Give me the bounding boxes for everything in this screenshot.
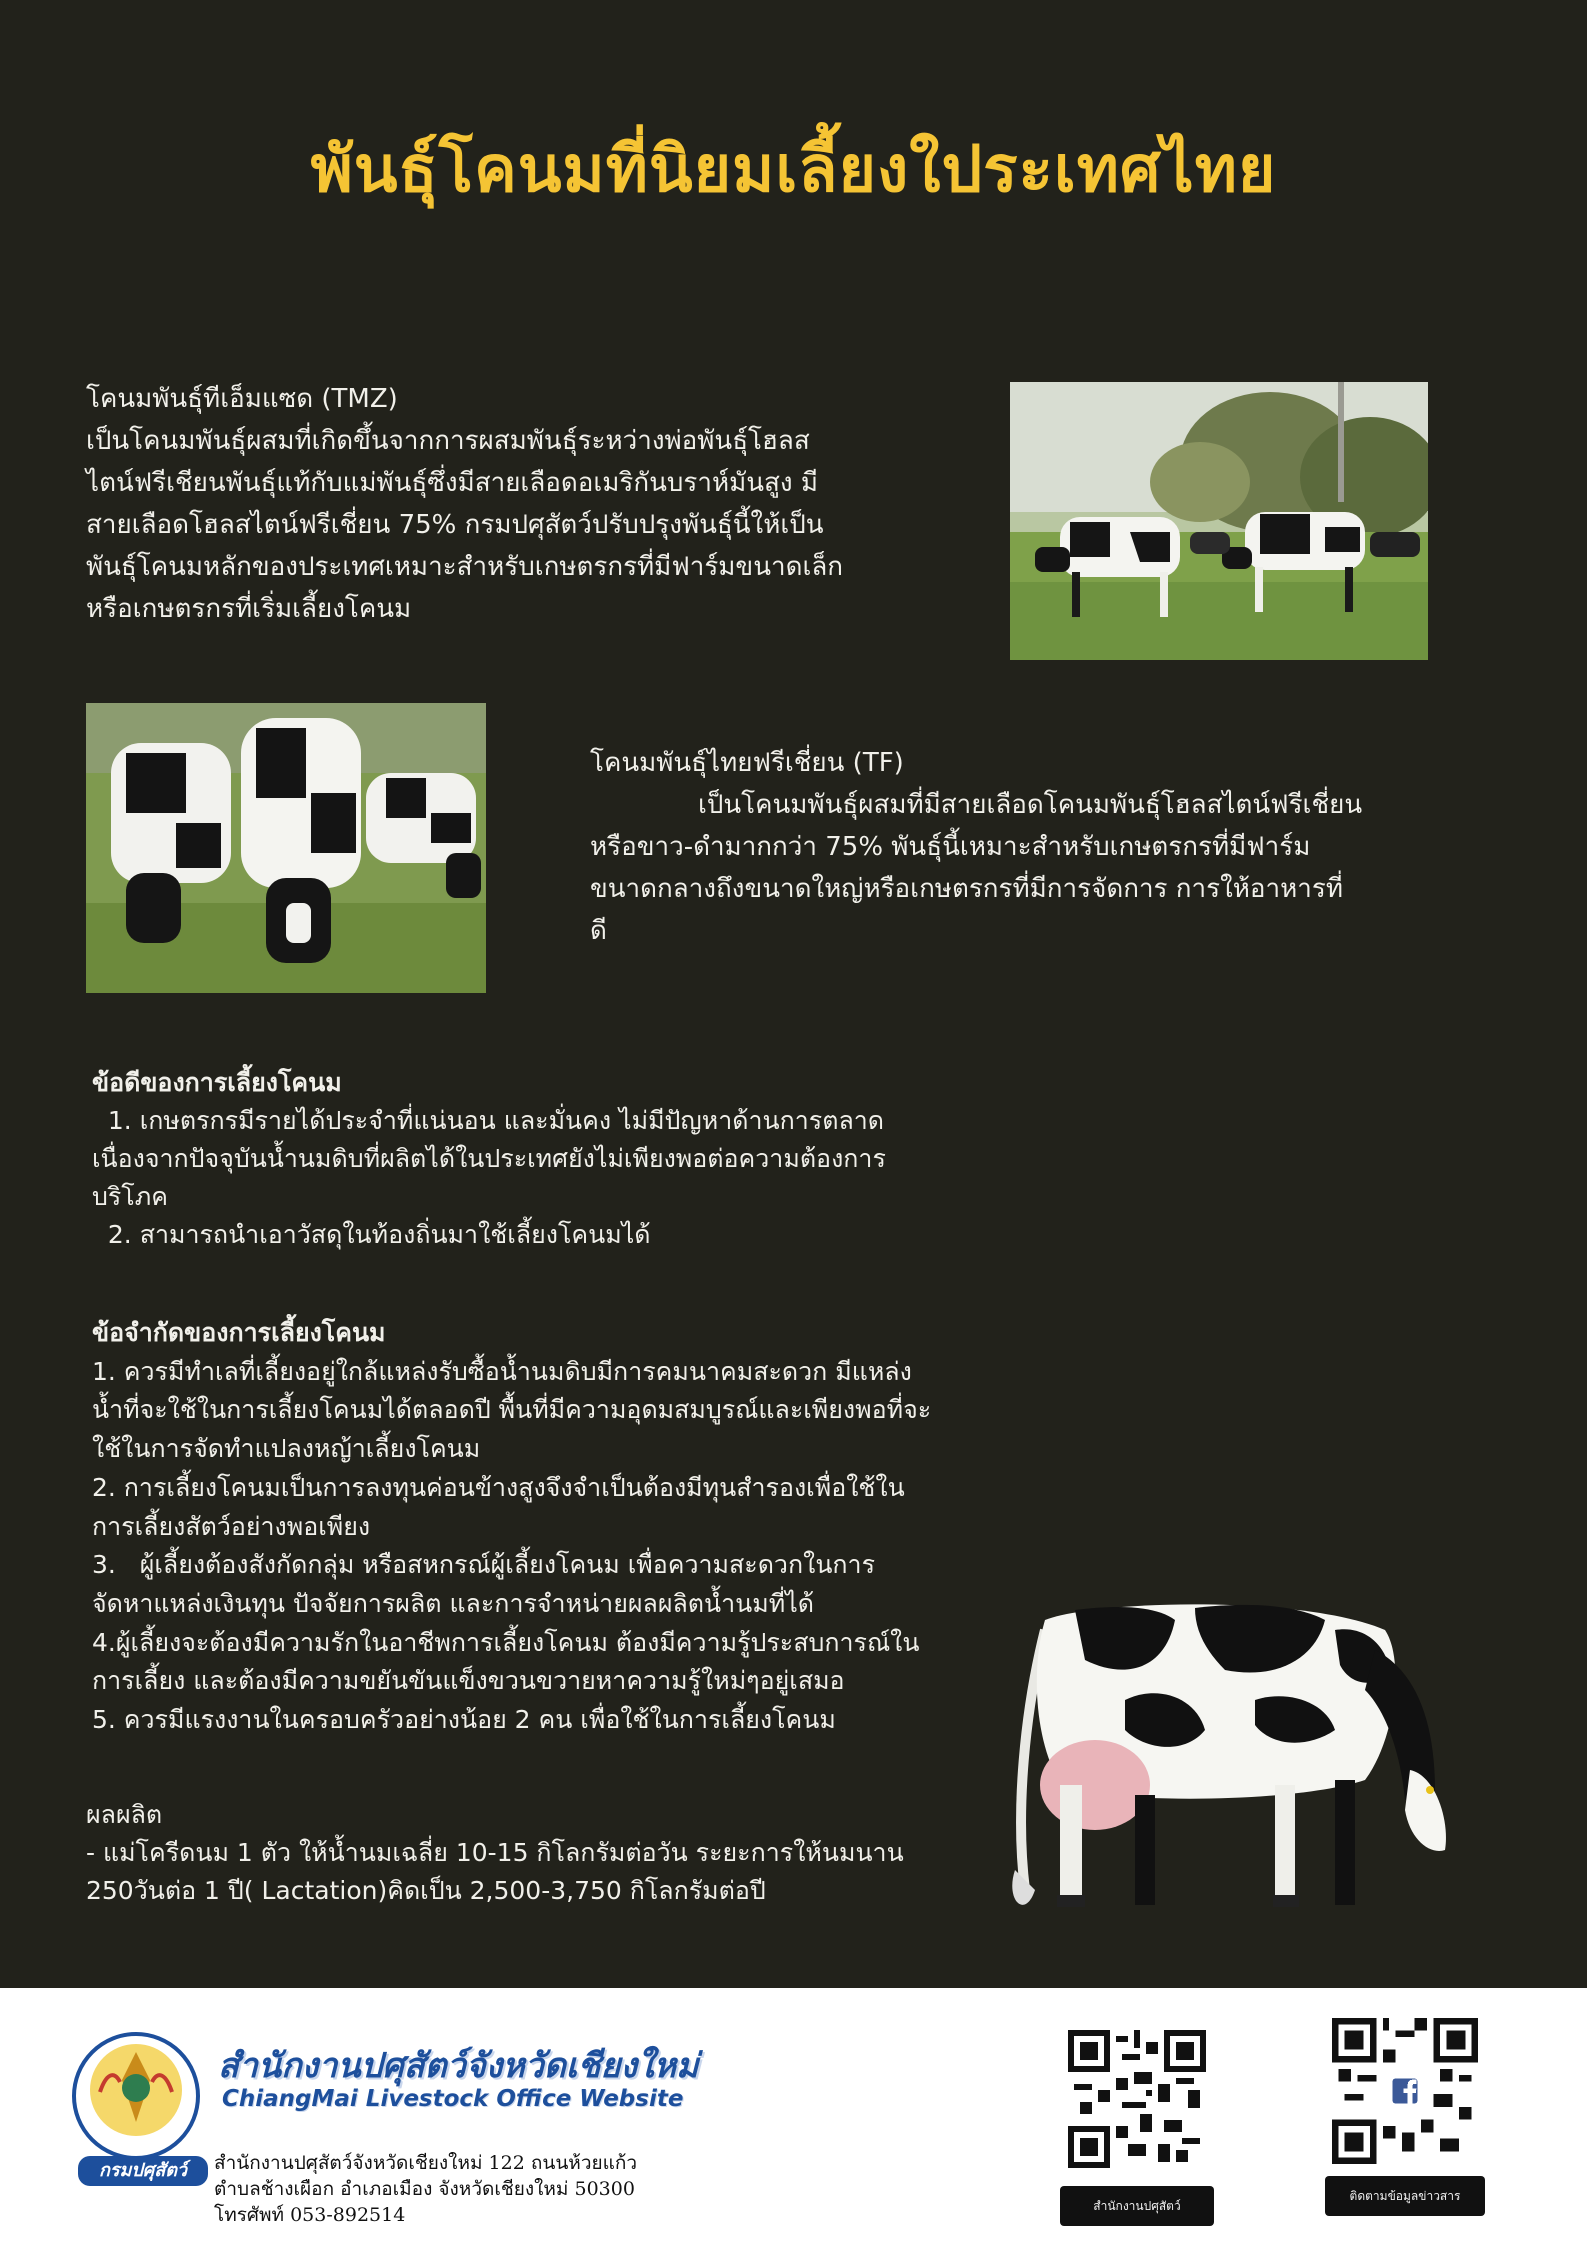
production-line: 250วันต่อ 1 ปี( Lactation)คิดเป็น 2,500-3,750 กิโลกรัมต่อปี (86, 1876, 766, 1905)
limitations-line: การเลี้ยงสัตว์อย่างพอเพียง (92, 1511, 371, 1541)
production-line: - แม่โครีดนม 1 ตัว ให้น้ำนมเฉลี่ย 10-15 กิโลกรัมต่อวัน ระยะการให้นมนาน (86, 1838, 904, 1867)
limitations-line: 2. การเลี้ยงโคนมเป็นการลงทุนค่อนข้างสูงจึงจำเป็นต้องมีทุนสำรองเพื่อใช้ใน (92, 1472, 905, 1502)
org-name-english: ChiangMai Livestock Office Website (222, 2086, 684, 2112)
tmz-text-line: ไตน์ฟรีเชียนพันธุ์แท้กับแม่พันธุ์ซึ่งมีสายเลือดอเมริกันบราห์มันสูง มี (86, 468, 818, 498)
tmz-heading: โคนมพันธุ์ทีเอ็มแซด (TMZ) (86, 384, 398, 414)
limitations-line: น้ำที่จะใช้ในการเลี้ยงโคนมได้ตลอดปี พื้นที่มีความอุดมสมบูรณ์และเพียงพอที่จะ (92, 1395, 932, 1425)
advantages-line: บริโภค (92, 1182, 168, 1211)
website-qr-code[interactable] (1068, 2030, 1206, 2168)
limitations-line: การเลี้ยง และต้องมีความขยันขันแข็งขวนขวายหาความรู้ใหม่ๆอยู่เสมอ (92, 1666, 845, 1696)
limitations-line: จัดหาแหล่งเงินทุน ปัจจัยการผลิต และการจำหน่ายผลผลิตน้ำนมที่ได้ (92, 1588, 815, 1618)
production-section (86, 1796, 986, 1910)
address-line: โทรศัพท์ 053-892514 (214, 2204, 406, 2226)
advantages-heading: ข้อดีของการเลี้ยงโคนม (92, 1068, 342, 1097)
page-title: พันธุ์โคนมที่นิยมเลี้ยงใประเทศไทย (310, 133, 1277, 207)
address-line: ตำบลช้างเผือก อำเภอเมือง จังหวัดเชียงใหม่ 50300 (214, 2178, 635, 2200)
logo-text: กรมปศุสัตว์ (78, 2156, 208, 2186)
facebook-qr-label: ติดตามข้อมูลข่าวสาร (1325, 2176, 1485, 2216)
department-logo (70, 2030, 202, 2162)
tf-heading: โคนมพันธุ์ไทยฟรีเชี่ยน (TF) (590, 748, 904, 778)
tf-section (590, 742, 1428, 952)
tmz-text-line: พันธุ์โคนมหลักของประเทศเหมาะสำหรับเกษตรกรที่มีฟาร์มขนาดเล็ก (86, 552, 844, 582)
facebook-qr-code[interactable] (1332, 2018, 1478, 2164)
tmz-section (86, 378, 946, 630)
limitations-line: 4.ผู้เลี้ยงจะต้องมีความรักในอาชีพการเลี้ยงโคนม ต้องมีความรู้ประสบการณ์ใน (92, 1627, 920, 1657)
tmz-text-line: สายเลือดโฮลสไตน์ฟรีเชี่ยน 75% กรมปศุสัตว์ปรับปรุงพันธุ์นี้ให้เป็น (86, 510, 824, 540)
limitations-line: 5. ควรมีแรงงานในครอบครัวอย่างน้อย 2 คน เพื่อใช้ในการเลี้ยงโคนม (92, 1705, 836, 1735)
tmz-text-line: เป็นโคนมพันธุ์ผสมที่เกิดขึ้นจากการผสมพันธุ์ระหว่างพ่อพันธุ์โฮลส (86, 426, 810, 456)
footer (0, 1988, 1587, 2245)
advantages-section (92, 1064, 1012, 1254)
tf-cow-photo (86, 703, 486, 993)
tf-text-line: ดี (590, 916, 607, 946)
limitations-line: ใช้ในการจัดทำแปลงหญ้าเลี้ยงโคนม (92, 1434, 481, 1464)
website-qr-label: สำนักงานปศุสัตว์ (1060, 2186, 1214, 2226)
limitations-heading: ข้อจำกัดของการเลี้ยงโคนม (92, 1318, 386, 1347)
org-address (214, 2150, 637, 2228)
tf-text-line: หรือขาว-ดำมากกว่า 75% พันธุ์นี้เหมาะสำหรับเกษตรกรที่มีฟาร์ม (590, 832, 1311, 862)
advantages-line: เนื่องจากปัจจุบันน้ำนมดิบที่ผลิตได้ในประเทศยังไม่เพียงพอต่อความต้องการ (92, 1144, 886, 1173)
advantages-line: 1. เกษตรกรมีรายได้ประจำที่แน่นอน และมั่นคง ไม่มีปัญหาด้านการตลาด (92, 1106, 885, 1135)
holstein-cow-image (1005, 1590, 1465, 1950)
org-name-thai: สำนักงานปศุสัตว์จังหวัดเชียงใหม่ (218, 2046, 699, 2086)
limitations-line: 1. ควรมีทำเลที่เลี้ยงอยู่ใกล้แหล่งรับซื้อน้ำนมดิบมีการคมนาคมสะดวก มีแหล่ง (92, 1356, 912, 1386)
tmz-cow-photo (1010, 382, 1428, 660)
production-heading: ผลผลิต (86, 1800, 163, 1829)
address-line: สำนักงานปศุสัตว์จังหวัดเชียงใหม่ 122 ถนนห้วยแก้ว (214, 2152, 638, 2174)
limitations-section (92, 1314, 1012, 1740)
tmz-text-line: หรือเกษตรกรที่เริ่มเลี้ยงโคนม (86, 594, 412, 624)
advantages-line: 2. สามารถนำเอาวัสดุในท้องถิ่นมาใช้เลี้ยงโคนมได้ (92, 1220, 651, 1249)
limitations-line: 3. ผู้เลี้ยงต้องสังกัดกลุ่ม หรือสหกรณ์ผู้เลี้ยงโคนม เพื่อความสะดวกในการ (92, 1550, 876, 1580)
tf-text-line: ขนาดกลางถึงขนาดใหญ่หรือเกษตรกรที่มีการจัดการ การให้อาหารที่ (590, 874, 1343, 904)
tf-text-line: เป็นโคนมพันธุ์ผสมที่มีสายเลือดโคนมพันธุ์โฮลสไตน์ฟรีเชี่ยน (698, 790, 1363, 820)
